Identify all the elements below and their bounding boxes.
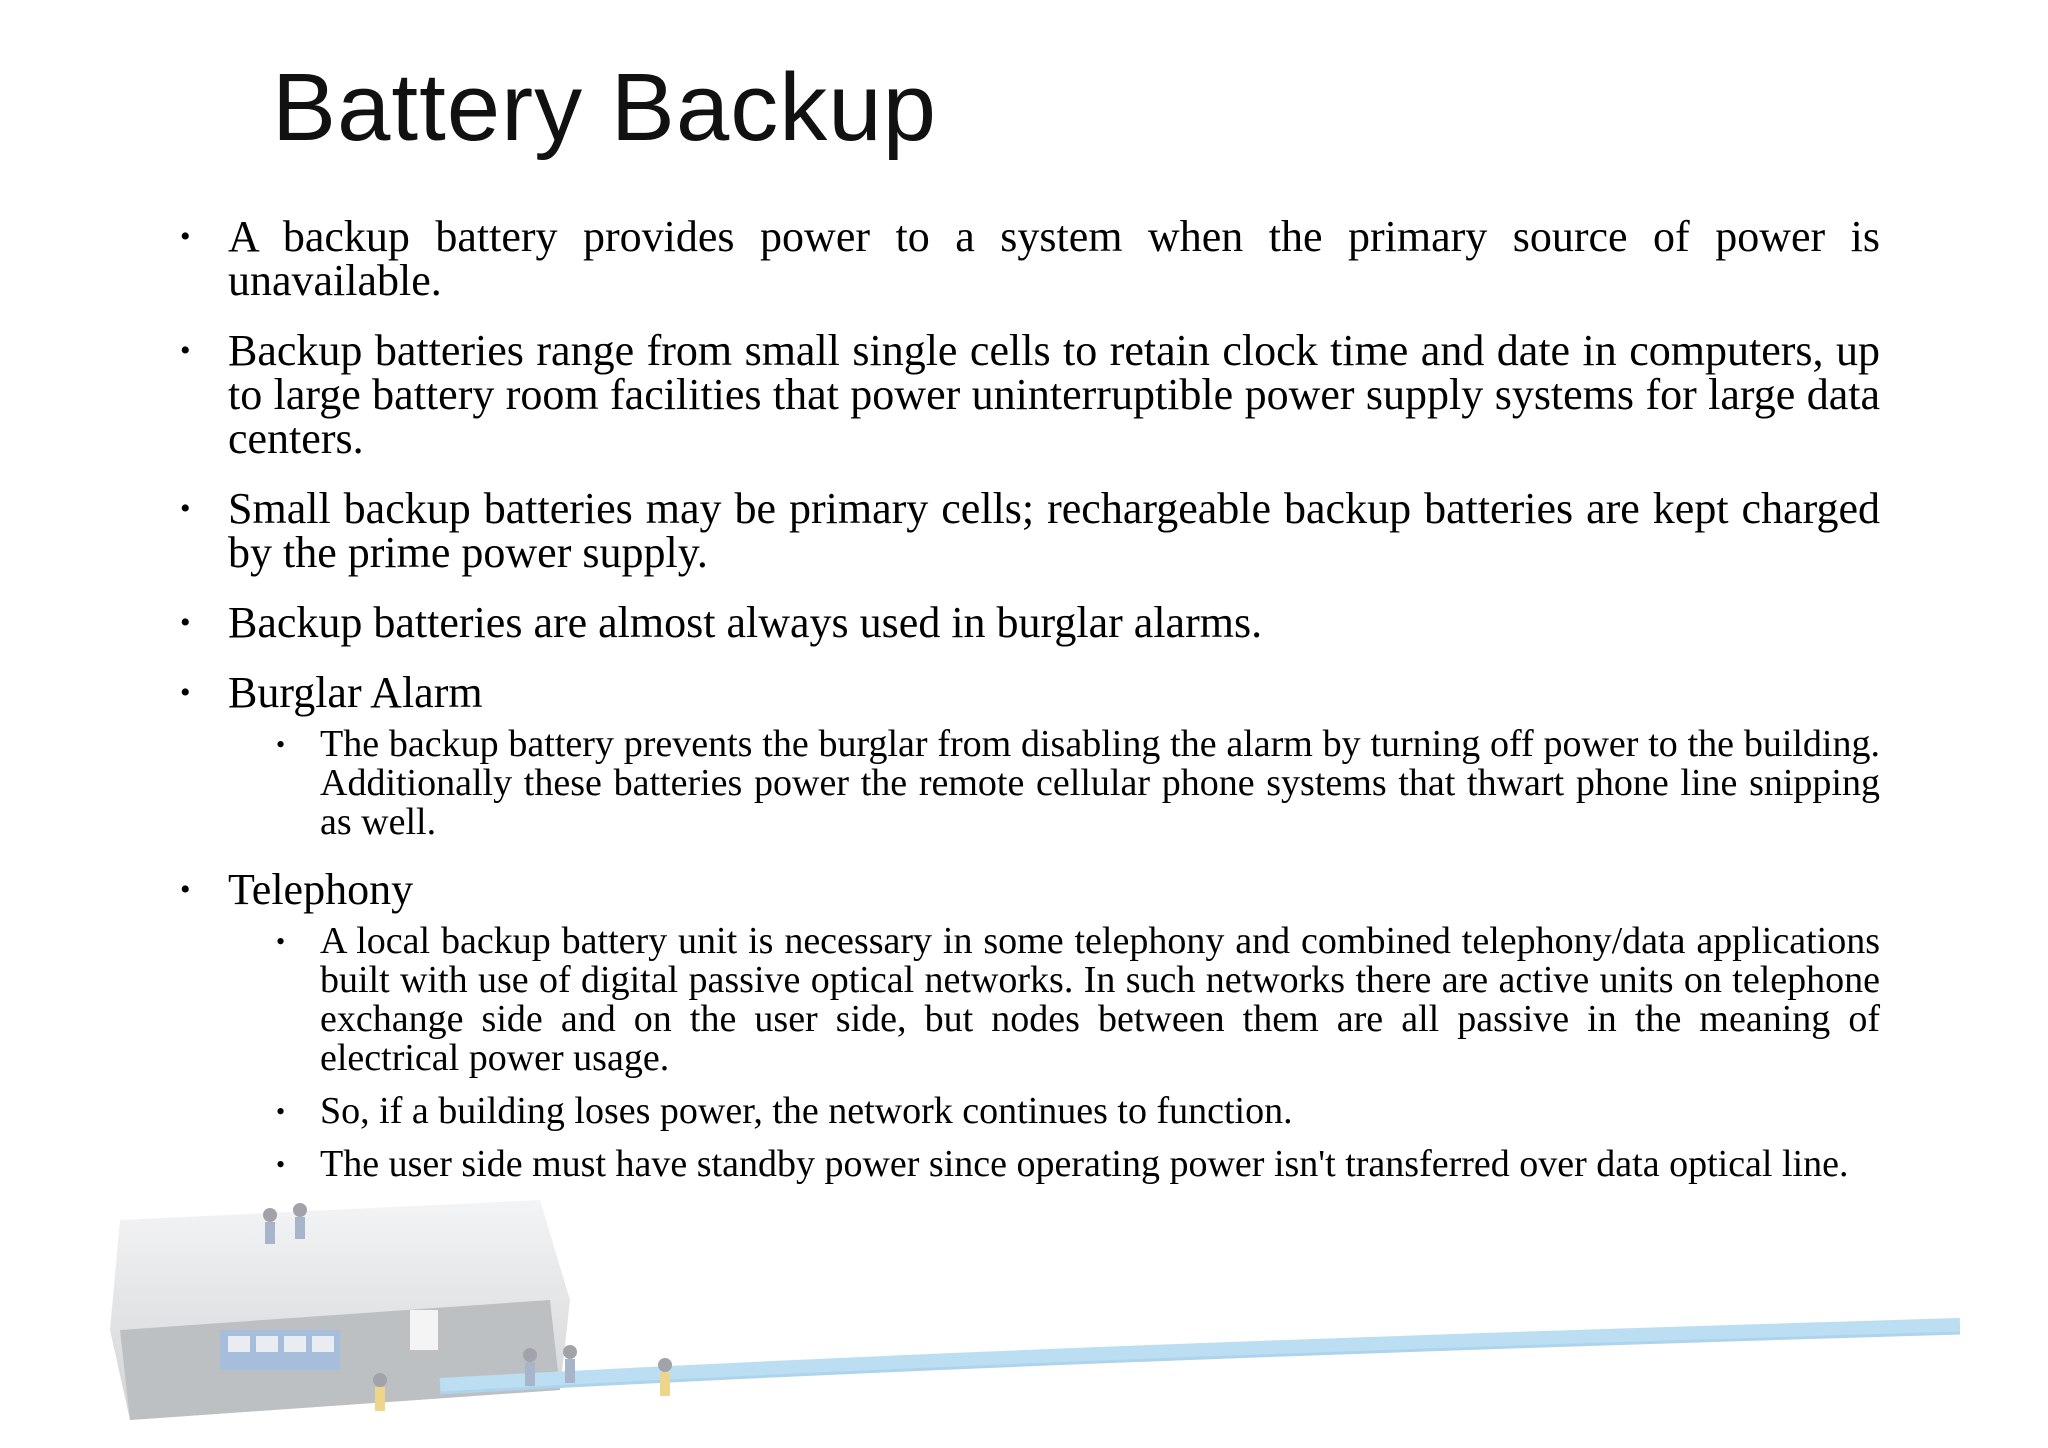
bullet-text: Backup batteries are almost always used in burglar alarms. [228, 598, 1263, 647]
sub-bullet-dot-icon: • [276, 1097, 286, 1126]
sub-bullet-text: A local backup battery unit is necessary in some telephony and combined telephony/data applications built with use of digital passive optical networks. In such networks there are active units on telephone exchange side and on the user side, but nodes between them are all passive in the meaning of electrical power usage. [320, 920, 1880, 1079]
network-router-illustration [110, 1180, 1960, 1440]
bullet-item [180, 484, 1880, 577]
bullet-dot-icon: • [180, 334, 191, 367]
sub-bullet-dot-icon: • [276, 927, 286, 956]
slide-title: Battery Backup [272, 54, 937, 161]
sub-bullet-text: So, if a building loses power, the network continues to function. [320, 1090, 1293, 1132]
sub-bullet-text: The user side must have standby power since operating power isn't transferred over data optical line. [320, 1143, 1849, 1185]
sub-bullet-item [180, 1145, 1880, 1184]
sub-bullet-item [180, 1092, 1880, 1131]
bullet-item-burglar-alarm [180, 668, 1880, 717]
bullet-text: Backup batteries range from small single cells to retain clock time and date in computers, up to large battery room facilities that power uninterruptible power supply systems for large data centers. [228, 326, 1880, 463]
bullet-item-telephony [180, 865, 1880, 914]
bullet-item [180, 598, 1880, 647]
bullet-list [180, 212, 1880, 1198]
bullet-dot-icon: • [180, 873, 191, 906]
bullet-dot-icon: • [180, 606, 191, 639]
bullet-item [180, 212, 1880, 305]
slide-footer-area [0, 1425, 2048, 1448]
sub-bullet-item [180, 922, 1880, 1078]
sub-bullet-dot-icon: • [276, 1150, 286, 1179]
sub-bullet-item [180, 725, 1880, 842]
sub-bullet-dot-icon: • [276, 730, 286, 759]
bullet-text: Telephony [228, 865, 414, 914]
bullet-dot-icon: • [180, 676, 191, 709]
bullet-item [180, 326, 1880, 463]
bullet-dot-icon: • [180, 492, 191, 525]
bullet-text: Small backup batteries may be primary cells; rechargeable backup batteries are kept charged by the prime power supply. [228, 484, 1880, 577]
bullet-dot-icon: • [180, 220, 191, 253]
bullet-text: Burglar Alarm [228, 668, 483, 717]
bullet-text: A backup battery provides power to a system when the primary source of power is unavailable. [228, 212, 1880, 305]
sub-bullet-text: The backup battery prevents the burglar from disabling the alarm by turning off power to the building. Additionally these batteries power the remote cellular phone systems that thwart phone line snipping as well. [320, 723, 1880, 843]
